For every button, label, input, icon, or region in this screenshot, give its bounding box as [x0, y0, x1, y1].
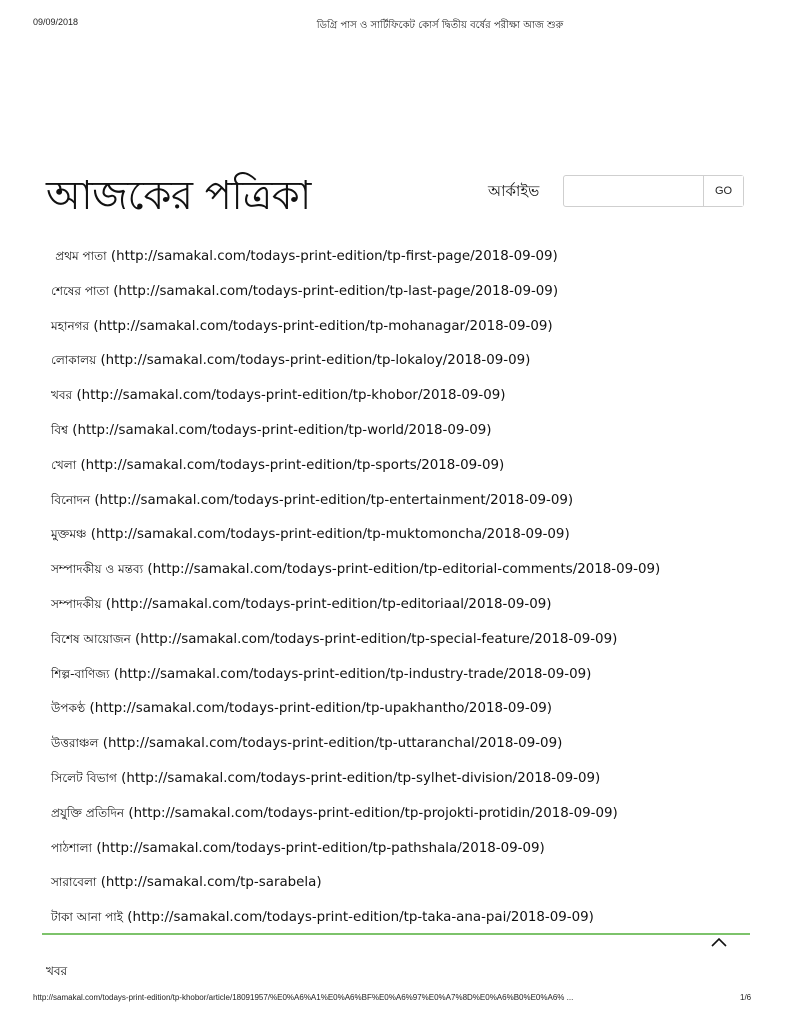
section-divider	[42, 933, 750, 935]
list-item[interactable]	[51, 626, 660, 661]
link-url[interactable]: (http://samakal.com/todays-print-edition/tp-editorial-comments/2018-09-09)	[147, 562, 661, 578]
link-url[interactable]: (http://samakal.com/todays-print-edition/tp-muktomoncha/2018-09-09)	[90, 527, 570, 543]
link-label: উত্তরাঞ্চল	[51, 736, 99, 751]
link-url[interactable]: (http://samakal.com/todays-print-edition/tp-industry-trade/2018-09-09)	[113, 666, 592, 682]
link-url[interactable]: (http://samakal.com/todays-print-edition/tp-sylhet-division/2018-09-09)	[121, 770, 601, 786]
link-url[interactable]: (http://samakal.com/todays-print-edition/tp-lokaloy/2018-09-09)	[100, 353, 531, 369]
link-label: খেলা	[51, 457, 77, 472]
list-item[interactable]	[51, 800, 660, 835]
list-item[interactable]	[51, 695, 660, 730]
link-url[interactable]: (http://samakal.com/todays-print-edition/tp-sports/2018-09-09)	[80, 457, 505, 473]
link-label: সম্পাদকীয়	[51, 596, 102, 611]
link-label: পাঠশালা	[51, 840, 93, 855]
link-label: প্রযুক্তি প্রতিদিন	[51, 805, 125, 820]
archive-label: আর্কাইভ	[488, 182, 540, 200]
link-label: টাকা আনা পাই	[51, 910, 124, 925]
list-item[interactable]	[51, 452, 660, 487]
link-label: শেষের পাতা	[51, 283, 109, 298]
link-label: সারাবেলা	[51, 875, 97, 890]
link-url[interactable]: (http://samakal.com/todays-print-edition/tp-projokti-protidin/2018-09-09)	[128, 805, 618, 821]
link-url[interactable]: (http://samakal.com/todays-print-edition/tp-mohanagar/2018-09-09)	[93, 318, 553, 334]
link-url[interactable]: (http://samakal.com/todays-print-edition/tp-special-feature/2018-09-09)	[135, 631, 618, 647]
link-label: বিনোদন	[51, 492, 91, 507]
list-item[interactable]	[51, 661, 660, 696]
list-item[interactable]	[51, 382, 660, 417]
link-url[interactable]: (http://samakal.com/todays-print-edition/tp-first-page/2018-09-09)	[110, 249, 558, 264]
link-label: প্রথম পাতা	[55, 249, 107, 263]
section-heading: আজকের পত্রিকা	[46, 173, 311, 219]
next-section-title: খবর	[46, 964, 68, 978]
link-url[interactable]: (http://samakal.com/todays-print-edition/tp-editoriaal/2018-09-09)	[105, 596, 552, 612]
link-label: সিলেট বিভাগ	[51, 770, 117, 785]
link-url[interactable]: (http://samakal.com/todays-print-edition/tp-world/2018-09-09)	[72, 422, 492, 438]
list-item[interactable]	[51, 521, 660, 556]
chevron-up-icon[interactable]	[710, 935, 728, 949]
list-item[interactable]	[51, 347, 660, 382]
link-url[interactable]: (http://samakal.com/todays-print-edition/tp-taka-ana-pai/2018-09-09)	[127, 910, 594, 926]
link-url[interactable]: (http://samakal.com/todays-print-edition/tp-pathshala/2018-09-09)	[96, 840, 545, 856]
archive-date-input[interactable]	[564, 176, 703, 206]
archive-search-box	[563, 175, 744, 207]
link-label: সম্পাদকীয় ও মন্তব্য	[51, 562, 144, 577]
link-label: শিল্প-বাণিজ্য	[51, 666, 110, 681]
print-footer-url: http://samakal.com/todays-print-edition/tp-khobor/article/18091957/%E0%A6%A1%E0%A6%BF%E0%A6%97%E0%A7%8D%E0%A6%B0%E0%A6% ...	[33, 993, 574, 1002]
list-item[interactable]	[51, 278, 660, 313]
link-label: মুক্তমঞ্চ	[51, 527, 87, 542]
link-label: মহানগর	[51, 318, 90, 333]
list-item[interactable]	[51, 869, 660, 904]
print-edition-link-list	[51, 243, 660, 939]
list-item[interactable]	[51, 243, 660, 278]
list-item[interactable]	[51, 730, 660, 765]
link-label: খবর	[51, 388, 73, 403]
page-number: 1/6	[740, 993, 752, 1002]
list-item[interactable]	[51, 591, 660, 626]
link-label: বিশেষ আয়োজন	[51, 631, 131, 646]
list-item[interactable]	[51, 313, 660, 348]
print-page-title: ডিগ্রি পাস ও সার্টিফিকেট কোর্স দ্বিতীয় বর্ষের পরীক্ষা আজ শুরু	[316, 20, 564, 31]
list-item[interactable]	[51, 556, 660, 591]
print-date: 09/09/2018	[33, 17, 79, 27]
list-item[interactable]	[51, 835, 660, 870]
link-url[interactable]: (http://samakal.com/tp-sarabela)	[100, 875, 322, 891]
link-url[interactable]: (http://samakal.com/todays-print-edition/tp-uttaranchal/2018-09-09)	[102, 736, 563, 752]
link-url[interactable]: (http://samakal.com/todays-print-edition/tp-khobor/2018-09-09)	[76, 388, 506, 404]
link-label: উপকণ্ঠ	[51, 701, 86, 716]
link-label: লোকালয়	[51, 353, 97, 368]
link-url[interactable]: (http://samakal.com/todays-print-edition/tp-entertainment/2018-09-09)	[94, 492, 574, 508]
link-url[interactable]: (http://samakal.com/todays-print-edition/tp-last-page/2018-09-09)	[113, 283, 559, 299]
list-item[interactable]	[51, 765, 660, 800]
list-item[interactable]	[51, 417, 660, 452]
link-label: বিশ্ব	[51, 422, 68, 437]
archive-go-button[interactable]: GO	[703, 176, 743, 206]
link-url[interactable]: (http://samakal.com/todays-print-edition/tp-upakhantho/2018-09-09)	[89, 701, 552, 717]
list-item[interactable]	[51, 487, 660, 522]
